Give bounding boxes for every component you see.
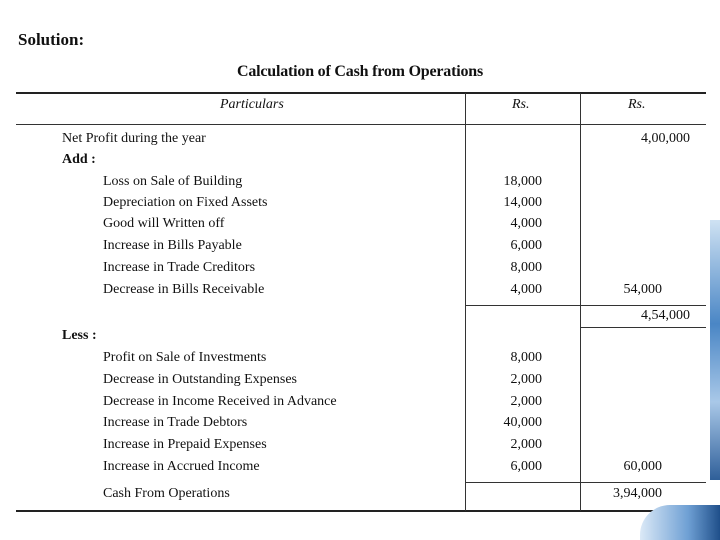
net-profit-label: Net Profit during the year xyxy=(62,131,206,146)
add-item-label: Good will Written off xyxy=(103,216,225,231)
add-item-amount: 14,000 xyxy=(503,195,542,210)
add-item-label: Increase in Bills Payable xyxy=(103,238,242,253)
add-item-amount: 4,000 xyxy=(510,282,542,297)
less-item-label: Increase in Trade Debtors xyxy=(103,415,248,430)
cash-from-operations-total: 3,94,000 xyxy=(613,486,662,501)
subtotal: 4,54,000 xyxy=(641,308,690,323)
table-bottom-rule xyxy=(16,510,706,512)
less-item-amount: 40,000 xyxy=(503,415,542,430)
header-rule xyxy=(16,124,706,125)
less-item-label: Profit on Sale of Investments xyxy=(103,350,267,365)
decorative-corner-graphic xyxy=(640,505,720,540)
final-rule-top xyxy=(465,482,706,483)
header-rs-1: Rs. xyxy=(512,97,530,112)
solution-heading: Solution: xyxy=(18,30,85,49)
less-item-label: Increase in Accrued Income xyxy=(103,459,260,474)
less-item-amount: 2,000 xyxy=(510,437,542,452)
net-profit-total: 4,00,000 xyxy=(641,131,690,146)
column-divider-2 xyxy=(580,93,581,511)
decorative-edge-graphic xyxy=(710,220,720,480)
less-item-amount: 8,000 xyxy=(510,350,542,365)
add-label: Add : xyxy=(62,152,96,167)
less-item-label: Decrease in Income Received in Advance xyxy=(103,394,337,409)
add-item-label: Increase in Trade Creditors xyxy=(103,260,256,275)
less-item-amount: 6,000 xyxy=(510,459,542,474)
column-divider-1 xyxy=(465,93,466,511)
less-item-label: Increase in Prepaid Expenses xyxy=(103,437,267,452)
add-total: 54,000 xyxy=(623,282,662,297)
less-label: Less : xyxy=(62,328,97,343)
header-rs-2: Rs. xyxy=(628,97,646,112)
add-item-label: Loss on Sale of Building xyxy=(103,174,243,189)
less-item-amount: 2,000 xyxy=(510,394,542,409)
add-item-label: Decrease in Bills Receivable xyxy=(103,282,265,297)
add-item-label: Depreciation on Fixed Assets xyxy=(103,195,268,210)
less-item-label: Decrease in Outstanding Expenses xyxy=(103,372,297,387)
table-top-rule xyxy=(16,92,706,94)
less-total: 60,000 xyxy=(623,459,662,474)
add-item-amount: 8,000 xyxy=(510,260,542,275)
less-item-amount: 2,000 xyxy=(510,372,542,387)
header-particulars: Particulars xyxy=(220,97,284,112)
subtotal-rule-top xyxy=(465,305,706,306)
add-item-amount: 18,000 xyxy=(503,174,542,189)
cash-from-operations-label: Cash From Operations xyxy=(103,486,230,501)
add-item-amount: 4,000 xyxy=(510,216,542,231)
subtotal-rule-bottom xyxy=(580,327,706,328)
page-title: Calculation of Cash from Operations xyxy=(236,63,484,80)
add-item-amount: 6,000 xyxy=(510,238,542,253)
